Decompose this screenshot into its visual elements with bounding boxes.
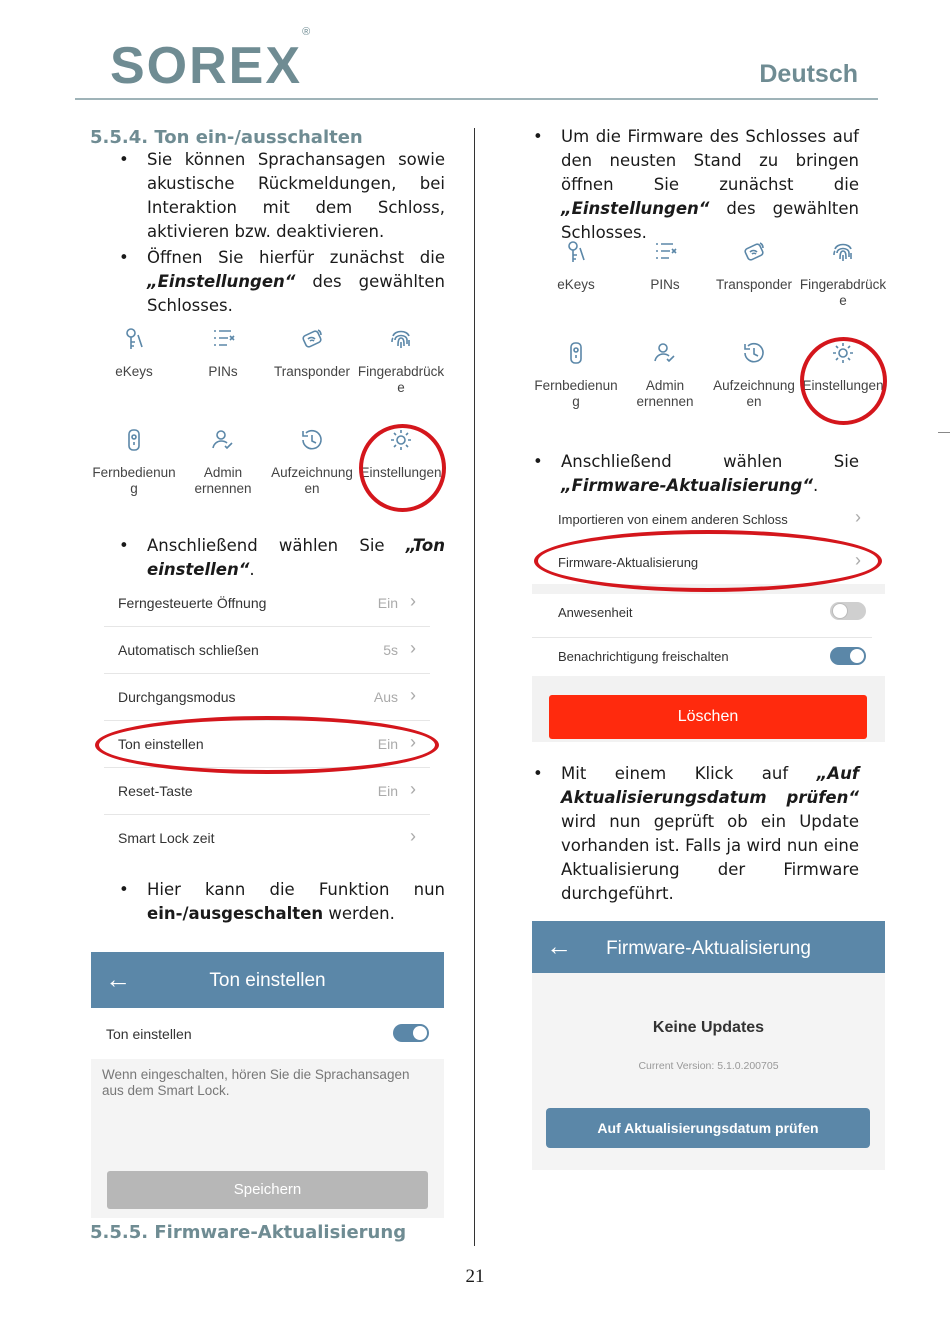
icon-tile-records[interactable]: Aufzeichnung en <box>710 340 798 410</box>
chevron-right-icon: › <box>410 826 416 846</box>
chevron-right-icon: › <box>855 507 861 527</box>
update-status: Keine Updates <box>652 1019 765 1036</box>
section-heading-next: 5.5.5. Firmware-Aktualisierung <box>90 1222 407 1243</box>
remote-control-icon <box>121 427 147 453</box>
icon-tile-transponder[interactable]: Transponder <box>268 326 356 380</box>
icon-tile-ekeys[interactable]: eKeys <box>90 326 178 380</box>
icon-tile-admin[interactable]: Admin ernennen <box>179 427 267 497</box>
chevron-right-icon: › <box>410 591 416 611</box>
bullet-paragraph: • Hier kann die Funktion nun ein-/ausgeschalten werden. <box>119 880 445 923</box>
list-item[interactable]: Ferngesteuerte Öffnung Ein › <box>104 580 430 627</box>
bullet-paragraph: • Um die Firmware des Schlosses auf den neusten Stand zu bringen öffnen Sie zunächst die „Einstellungen“ des gewählten Schlosses. <box>533 127 859 242</box>
page-number: 21 <box>465 1266 485 1287</box>
key-icon <box>563 239 589 265</box>
icon-tile-ekeys[interactable]: eKeys <box>532 239 620 293</box>
sorex-logo: SOREX® <box>110 25 313 95</box>
screen-title: Ton einstellen <box>209 970 326 991</box>
fingerprint-icon <box>388 326 414 352</box>
chevron-right-icon: › <box>855 550 861 570</box>
save-button[interactable]: Speichern <box>107 1171 428 1209</box>
delete-button[interactable]: Löschen <box>549 695 867 739</box>
key-icon <box>121 326 147 352</box>
notify-toggle[interactable] <box>830 647 866 665</box>
icon-tile-admin[interactable]: Admin ernennen <box>621 340 709 410</box>
icon-tile-settings[interactable]: Einstellungen <box>357 427 445 481</box>
bullet-paragraph: • Anschließend wählen Sie „Firmware-Aktualisierung“. <box>533 452 859 495</box>
fingerprint-icon <box>830 239 856 265</box>
menu-item-notify: Benachrichtigung freischalten <box>532 638 885 676</box>
header-rule <box>75 98 878 100</box>
pin-list-icon <box>210 326 236 352</box>
history-icon <box>741 340 767 366</box>
chevron-right-icon: › <box>410 732 416 752</box>
menu-item-import[interactable]: Importieren von einem anderen Schloss › <box>558 507 861 527</box>
bullet-paragraph: • Sie können Sprachansagen sowie akustische Rückmeldungen, bei Interaktion mit dem Schloss, aktivieren bzw. deaktivieren. <box>119 150 445 241</box>
highlight-oval-settings <box>800 337 887 425</box>
app-bar <box>532 921 885 973</box>
rfid-card-icon <box>299 326 325 352</box>
bullet-paragraph: • Öffnen Sie hierfür zunächst die „Einstellungen“ des gewählten Schlosses. <box>119 248 445 315</box>
chevron-right-icon: › <box>410 638 416 658</box>
ton-description: Wenn eingeschalten, hören Sie die Sprachansagen aus dem Smart Lock. <box>102 1067 410 1098</box>
arrow-left-icon[interactable]: ← <box>546 931 572 961</box>
pin-list-icon <box>652 239 678 265</box>
app-bar <box>91 952 444 1008</box>
ton-row: Ton einstellen <box>91 1008 444 1059</box>
bullet-paragraph: • Anschließend wählen Sie „Ton einstellen“. <box>119 536 445 579</box>
highlight-oval-firmware <box>534 530 882 592</box>
screen-title: Firmware-Aktualisierung <box>606 938 811 959</box>
firmware-screen <box>532 921 885 1170</box>
remote-control-icon <box>563 340 589 366</box>
icon-tile-fingerprint[interactable]: Fingerabdrück e <box>357 326 445 396</box>
icon-tile-transponder[interactable]: Transponder <box>710 239 798 293</box>
icon-tile-pins[interactable]: PINs <box>621 239 709 293</box>
ton-screen <box>91 952 444 1218</box>
icon-tile-records[interactable]: Aufzeichnung en <box>268 427 356 497</box>
rfid-card-icon <box>741 239 767 265</box>
list-item[interactable]: Durchgangsmodus Aus › <box>104 674 430 721</box>
list-item[interactable]: Reset-Taste Ein › <box>104 768 430 815</box>
section-heading: 5.5.4. Ton ein-/ausschalten <box>90 127 363 148</box>
current-version: Current Version: 5.1.0.200705 <box>638 1060 779 1072</box>
delete-area <box>532 676 885 742</box>
presence-toggle[interactable] <box>830 602 866 620</box>
highlight-oval-settings <box>359 424 446 512</box>
menu-item-firmware[interactable]: Firmware-Aktualisierung › <box>558 550 861 570</box>
icon-tile-remote[interactable]: Fernbedienun g <box>90 427 178 497</box>
edge-mark <box>938 432 950 433</box>
admin-user-icon <box>210 427 236 453</box>
icon-tile-pins[interactable]: PINs <box>179 326 267 380</box>
check-update-button[interactable]: Auf Aktualisierungsdatum prüfen <box>546 1108 870 1148</box>
admin-user-icon <box>652 340 678 366</box>
chevron-right-icon: › <box>410 685 416 705</box>
list-item[interactable]: Smart Lock zeit › <box>118 826 416 846</box>
ton-toggle[interactable] <box>393 1024 429 1042</box>
column-divider <box>474 128 475 1246</box>
bullet-paragraph: • Mit einem Klick auf „Auf Aktualisierungsdatum prüfen“ wird nun geprüft ob ein Update vorhanden ist. Falls ja wird nun eine Aktualisierung der Firmware durchgeführt. <box>533 764 859 903</box>
menu-item-presence: Anwesenheit <box>532 594 872 638</box>
language-label: Deutsch <box>759 60 858 88</box>
arrow-left-icon[interactable]: ← <box>105 964 131 994</box>
list-item[interactable]: Ton einstellen Ein › <box>104 721 430 768</box>
icon-tile-settings[interactable]: Einstellungen <box>799 340 887 394</box>
icon-tile-fingerprint[interactable]: Fingerabdrück e <box>799 239 887 309</box>
list-item[interactable]: Automatisch schließen 5s › <box>104 627 430 674</box>
highlight-oval-ton <box>95 716 439 774</box>
icon-tile-remote[interactable]: Fernbedienun g <box>532 340 620 410</box>
chevron-right-icon: › <box>410 779 416 799</box>
history-icon <box>299 427 325 453</box>
